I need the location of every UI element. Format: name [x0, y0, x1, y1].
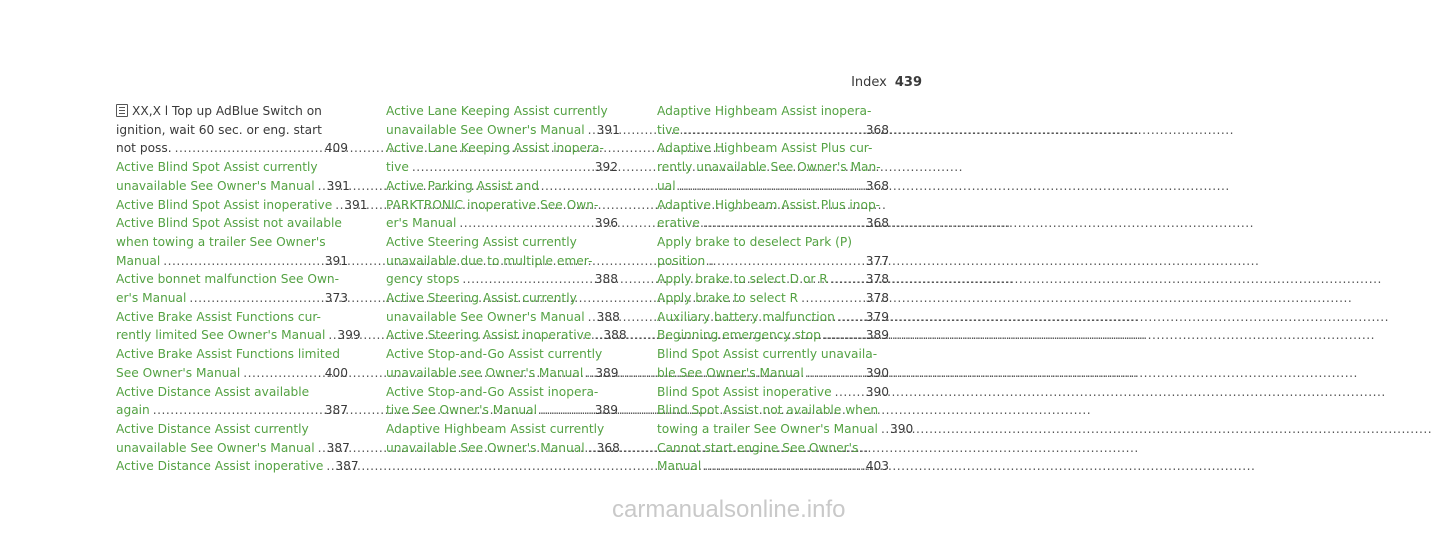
- page-reference[interactable]: 368: [596, 440, 620, 455]
- dot-leader: [318, 439, 324, 458]
- entry-text: not poss.: [116, 141, 172, 156]
- entry-text: See Owner's Manual: [116, 365, 241, 380]
- page-reference[interactable]: 378: [865, 291, 889, 306]
- index-entry[interactable]: [116, 308, 361, 345]
- index-entry[interactable]: [657, 439, 889, 476]
- index-entry[interactable]: [386, 233, 618, 289]
- dot-leader: [831, 270, 863, 289]
- dot-leader: [703, 214, 863, 233]
- index-entry[interactable]: [386, 383, 618, 420]
- page-reference[interactable]: 387: [326, 440, 350, 455]
- index-entry[interactable]: [386, 102, 618, 139]
- page-header: [851, 75, 922, 90]
- page-reference[interactable]: 392: [594, 160, 618, 175]
- entry-text: Active Distance Assist available: [116, 384, 310, 399]
- entry-text: tive See Owner's Manual: [386, 403, 538, 418]
- dot-leader: [881, 420, 887, 439]
- dot-leader: [153, 401, 322, 420]
- dot-leader: [594, 326, 600, 345]
- dot-leader: [326, 457, 332, 476]
- page-reference[interactable]: 399: [337, 328, 361, 343]
- entry-text: Active Distance Assist currently: [116, 421, 309, 436]
- entry-text: tive: [386, 160, 409, 175]
- entry-text: Cannot start engine See Owner's: [657, 440, 859, 455]
- dot-leader: [704, 457, 862, 476]
- entry-text: position: [657, 253, 706, 268]
- entry-text: unavailable See Owner's Manual: [386, 440, 585, 455]
- dot-leader: [835, 383, 863, 402]
- page-reference[interactable]: 388: [603, 328, 627, 343]
- index-entry[interactable]: [116, 420, 348, 457]
- page-reference[interactable]: 390: [865, 384, 889, 399]
- dot-leader: [335, 196, 341, 215]
- index-entry[interactable]: [386, 345, 618, 382]
- dot-leader: [243, 364, 321, 383]
- entry-text: unavailable due to multiple emer-: [386, 253, 593, 268]
- dot-leader: [412, 158, 592, 177]
- index-entry[interactable]: [116, 457, 359, 476]
- dot-leader: [540, 401, 592, 420]
- entry-text: Adaptive Highbeam Assist inopera-: [657, 104, 872, 118]
- index-entry[interactable]: [386, 177, 618, 233]
- entry-text: PARKTRONIC inoperative See Own-: [386, 197, 599, 212]
- dot-leader: [175, 139, 322, 158]
- dot-leader: [588, 308, 594, 327]
- dot-leader: [824, 326, 863, 345]
- entry-text: Blind Spot Assist not available when: [657, 403, 879, 418]
- entry-text: er's Manual: [116, 291, 187, 306]
- page-reference[interactable]: 379: [865, 309, 889, 324]
- index-entry[interactable]: [116, 214, 348, 270]
- dot-leader: [318, 177, 324, 196]
- entry-text: Adaptive Highbeam Assist currently: [386, 421, 605, 436]
- entry-text: er's Manual: [386, 216, 457, 231]
- entry-text: ble See Owner's Manual: [657, 365, 804, 380]
- index-entry[interactable]: [657, 401, 914, 438]
- index-entry[interactable]: [116, 345, 348, 382]
- index-entry[interactable]: [386, 420, 618, 457]
- entry-text: XX,X l Top up AdBlue Switch on: [132, 104, 322, 118]
- entry-text: unavailable See Owner's Manual: [116, 440, 315, 455]
- page-reference[interactable]: 373: [324, 291, 348, 306]
- dot-leader: [708, 252, 862, 271]
- page-reference[interactable]: 400: [324, 365, 348, 380]
- index-entry[interactable]: [116, 270, 348, 307]
- page-reference[interactable]: 378: [865, 272, 889, 287]
- entry-text: ual: [657, 178, 676, 193]
- index-column-3: [657, 102, 914, 476]
- dot-leader: [679, 177, 863, 196]
- entry-text: rently unavailable See Owner's Man-: [657, 160, 881, 175]
- watermark: carmanualsonline.info: [612, 496, 846, 523]
- entry-text: again: [116, 403, 150, 418]
- dot-leader: [328, 326, 334, 345]
- index-entry[interactable]: [386, 139, 618, 176]
- dot-leader: [588, 439, 594, 458]
- entry-text: Auxiliary battery malfunction: [657, 309, 835, 324]
- dot-leader: [586, 364, 592, 383]
- index-entry[interactable]: [657, 289, 889, 308]
- index-column-1: [116, 102, 368, 476]
- index-column-2: [386, 102, 627, 457]
- entry-text: Active Distance Assist inoperative: [116, 459, 324, 474]
- entry-text: unavailable See Owner's Manual: [116, 178, 315, 193]
- page-reference[interactable]: 387: [335, 459, 359, 474]
- page-reference[interactable]: 368: [865, 216, 889, 231]
- index-entry[interactable]: [657, 270, 889, 289]
- page-reference[interactable]: 390: [865, 365, 889, 380]
- page-number: 439: [894, 75, 922, 90]
- entry-text: Apply brake to select D or R: [657, 272, 828, 287]
- page-reference[interactable]: 368: [865, 122, 889, 137]
- index-entry[interactable]: [116, 158, 348, 195]
- dot-leader: [462, 270, 591, 289]
- index-entry[interactable]: [116, 196, 368, 215]
- index-entry[interactable]: [657, 102, 889, 139]
- index-entry[interactable]: [657, 383, 889, 402]
- page-reference[interactable]: 409: [324, 141, 348, 156]
- dot-leader: [807, 364, 863, 383]
- entry-text: Active Parking Assist and: [386, 178, 539, 193]
- dot-leader: [163, 252, 321, 271]
- entry-text: erative: [657, 216, 700, 231]
- entry-text: unavailable see Owner's Manual: [386, 365, 584, 380]
- entry-text: Active Brake Assist Functions cur-: [116, 309, 321, 324]
- index-entry[interactable]: [657, 345, 889, 382]
- index-entry[interactable]: [116, 383, 348, 420]
- entry-text: tive: [657, 122, 680, 137]
- page-reference[interactable]: 396: [594, 216, 618, 231]
- dot-leader: [838, 308, 863, 327]
- page-reference[interactable]: 391: [326, 178, 350, 193]
- entry-text: unavailable See Owner's Manual: [386, 309, 585, 324]
- entry-text: Apply brake to deselect Park (P): [657, 234, 852, 249]
- index-entry[interactable]: [116, 102, 348, 158]
- entry-text: towing a trailer See Owner's Manual: [657, 421, 878, 436]
- index-entry[interactable]: [386, 326, 627, 345]
- entry-text: Active Blind Spot Assist currently: [116, 160, 318, 175]
- index-entry[interactable]: [657, 196, 889, 233]
- entry-text: Beginning emergency stop: [657, 328, 821, 343]
- page-reference[interactable]: 390: [889, 421, 914, 436]
- page-reference[interactable]: 391: [596, 122, 620, 137]
- index-entry[interactable]: [386, 289, 618, 326]
- page-reference[interactable]: 387: [324, 403, 348, 418]
- entry-text: Blind Spot Assist currently unavaila-: [657, 347, 878, 362]
- entry-text: Adaptive Highbeam Assist Plus cur-: [657, 141, 873, 156]
- page-reference[interactable]: 389: [594, 403, 618, 418]
- entry-text: Manual: [657, 459, 702, 474]
- entry-text: Active Steering Assist inoperative: [386, 328, 592, 343]
- entry-text: ignition, wait 60 sec. or eng. start: [116, 122, 322, 137]
- entry-text: Active Stop-and-Go Assist currently: [386, 347, 603, 362]
- page-reference[interactable]: 391: [344, 197, 368, 212]
- page-reference[interactable]: 368: [865, 178, 889, 193]
- entry-text: Active Steering Assist currently: [386, 234, 577, 249]
- entry-text: Active bonnet malfunction See Own-: [116, 272, 340, 287]
- page-reference[interactable]: 377: [865, 253, 889, 268]
- entry-text: Apply brake to select R: [657, 291, 799, 306]
- entry-text: Blind Spot Assist inoperative: [657, 384, 832, 399]
- dot-leader: [459, 214, 591, 233]
- entry-text: Adaptive Highbeam Assist Plus inop-: [657, 197, 881, 212]
- page-reference[interactable]: 403: [865, 459, 889, 474]
- section-title: Index: [851, 75, 887, 90]
- dot-leader: [683, 121, 863, 140]
- index-entry[interactable]: [657, 139, 889, 195]
- entry-text: gency stops: [386, 272, 460, 287]
- page-reference[interactable]: 389: [865, 328, 889, 343]
- entry-text: Active Stop-and-Go Assist inopera-: [386, 384, 599, 399]
- entry-text: when towing a trailer See Owner's: [116, 234, 326, 249]
- entry-text: rently limited See Owner's Manual: [116, 328, 326, 343]
- page-reference[interactable]: 388: [594, 272, 618, 287]
- page-reference[interactable]: 388: [596, 309, 620, 324]
- dot-leader: [588, 121, 594, 140]
- entry-text: Active Blind Spot Assist inoperative: [116, 197, 333, 212]
- entry-text: Active Lane Keeping Assist inopera-: [386, 141, 604, 156]
- dot-leader: [801, 289, 863, 308]
- entry-text: Active Steering Assist currently: [386, 291, 577, 306]
- index-entry[interactable]: [657, 233, 889, 270]
- entry-text: Active Blind Spot Assist not available: [116, 216, 342, 231]
- dot-leader: [189, 289, 321, 308]
- entry-text: unavailable See Owner's Manual: [386, 122, 585, 137]
- page-reference[interactable]: 389: [595, 365, 619, 380]
- page-reference[interactable]: 391: [324, 253, 348, 268]
- display-icon: [116, 104, 128, 117]
- entry-text: Active Lane Keeping Assist currently: [386, 104, 608, 118]
- entry-text: Manual: [116, 253, 161, 268]
- index-entry[interactable]: [657, 326, 889, 345]
- entry-text: Active Brake Assist Functions limited: [116, 347, 340, 362]
- index-entry[interactable]: [657, 308, 889, 327]
